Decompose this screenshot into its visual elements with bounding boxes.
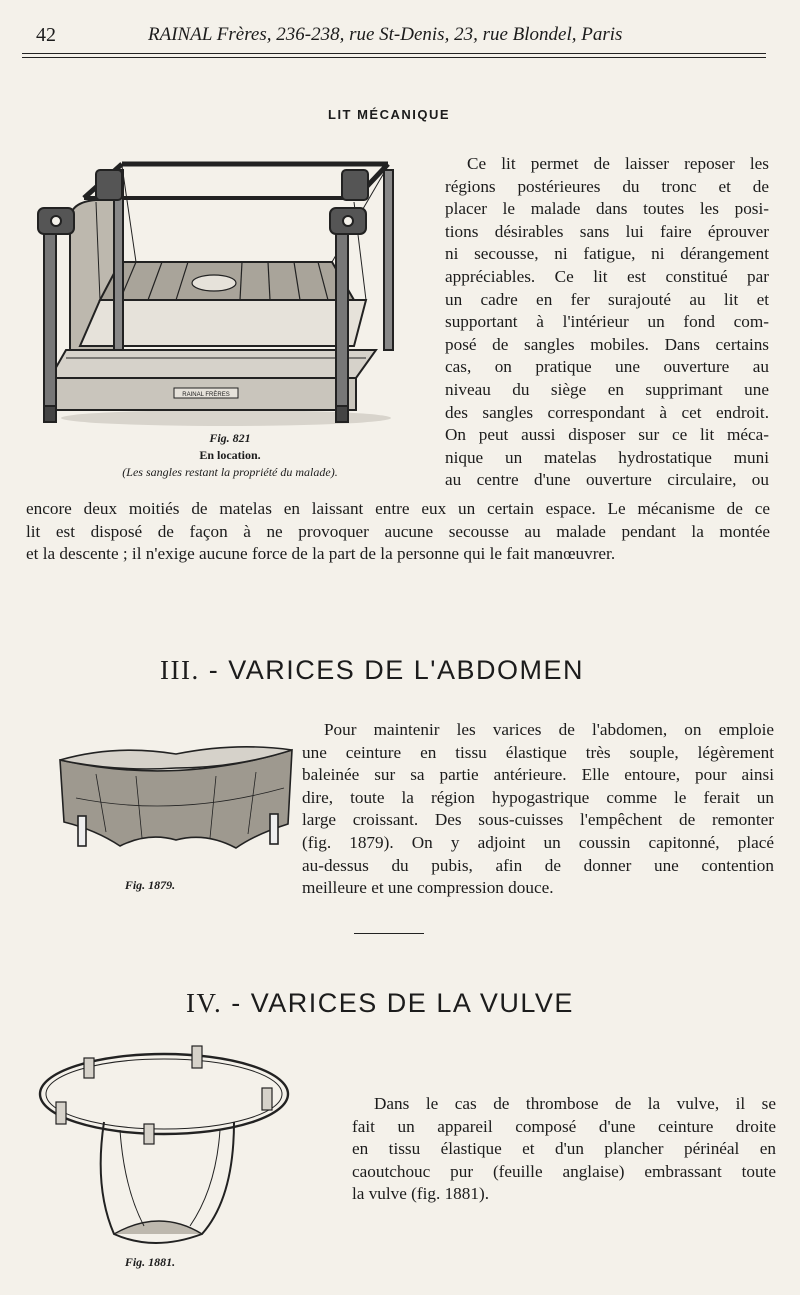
section-heading-text: - VARICES DE LA VULVE	[231, 988, 574, 1018]
vulve-paragraph	[352, 1093, 776, 1206]
text-line: baleinée sur sa partie antérieure. Elle entoure, pour ainsi	[302, 765, 774, 785]
abdomen-paragraph	[302, 719, 774, 900]
section-heading-text: - VARICES DE L'ABDOMEN	[208, 655, 584, 685]
text-line: Ce lit permet de laisser reposer les	[467, 154, 769, 173]
figure-caption-1881	[110, 1254, 190, 1271]
section-heading-vulve	[186, 988, 574, 1019]
figure-number: Fig. 821	[209, 431, 251, 445]
text-line: caoutchouc pur (feuille anglaise) embrassant toute	[352, 1161, 776, 1181]
text-line: On peut aussi disposer sur ce lit méca-	[445, 425, 769, 445]
text-line: fait un appareil composé d'une ceinture droite	[352, 1116, 776, 1136]
text-line: un cadre en fer surajouté au lit et	[445, 289, 769, 309]
figure-caption-1879	[110, 877, 190, 894]
lit-continuation	[26, 498, 770, 566]
section-number: III.	[160, 655, 200, 685]
text-line: en tissu élastique et d'un plancher périnéal en	[352, 1139, 776, 1159]
text-line: régions postérieures du tronc et de	[445, 176, 769, 196]
section-separator	[354, 933, 424, 934]
text-line: cas, on pratique une ouverture au	[445, 357, 769, 377]
text-line: au centre d'une ouverture circulaire, ou	[445, 470, 769, 490]
text-line: niveau du siège en supprimant une	[445, 379, 769, 399]
text-line: encore deux moitiés de matelas en laissant entre eux un certain espace. Le mécanisme de ce	[26, 499, 770, 518]
text-line: Pour maintenir les varices de l'abdomen, on emploie	[324, 720, 774, 739]
text-line: la vulve (fig. 1881).	[352, 1184, 489, 1204]
text-line: meilleure et une compression douce.	[302, 878, 554, 898]
text-line: posé de sangles mobiles. Dans certains	[445, 334, 769, 354]
abdominal-belt-illustration	[56, 738, 296, 868]
vulva-appliance-illustration	[34, 1038, 296, 1260]
page-number: 42	[36, 24, 56, 46]
section-title-lit: LIT MÉCANIQUE	[328, 107, 451, 122]
text-line: dire, toute la région hypogastrique comme le ferait un	[302, 787, 774, 807]
bed-illustration	[36, 150, 408, 432]
section-heading-abdomen	[160, 655, 584, 686]
page-header	[30, 22, 770, 54]
text-line: nique un matelas hydrostatique muni	[445, 447, 769, 467]
text-line: placer le malade dans toutes les posi-	[445, 199, 769, 219]
text-line: supportant à l'intérieur un fond com-	[445, 312, 769, 332]
text-line: des sangles correspondant à cet endroit.	[445, 402, 769, 422]
text-line: appréciables. Ce lit est constitué par	[445, 266, 769, 286]
text-line: Dans le cas de thrombose de la vulve, il se	[374, 1094, 776, 1113]
lit-paragraph	[445, 153, 769, 492]
text-line: une ceinture en tissu élastique très souple, légèrement	[302, 742, 774, 762]
figure-location: En location.	[199, 448, 261, 462]
text-line: (fig. 1879). On y adjoint un coussin capitonné, placé	[302, 832, 774, 852]
text-line: au-dessus du pubis, afin de donner une contention	[302, 855, 774, 875]
figure-number: Fig. 1881.	[124, 1255, 176, 1269]
text-line: tions désirables sans lui faire éprouver	[445, 221, 769, 241]
figure-number: Fig. 1879.	[124, 878, 176, 892]
text-line: lit est disposé de façon à ne provoquer aucune secousse au malade pendant la montée	[26, 521, 770, 541]
figure-caption-821	[60, 430, 400, 481]
text-line: large croissant. Des sous-cuisses l'empêchent de remonter	[302, 810, 774, 830]
bed-plate-label: RAINAL FRÈRES	[182, 392, 230, 398]
section-number: IV.	[186, 988, 223, 1018]
figure-note: (Les sangles restant la propriété du malade).	[122, 465, 338, 479]
header-rule	[22, 53, 766, 58]
text-line: ni secousse, ni fatigue, ni dérangement	[445, 244, 769, 264]
text-line: et la descente ; il n'exige aucune force de la part de la personne qui le fait manœuvrer.	[26, 544, 616, 564]
running-head: RAINAL Frères, 236-238, rue St-Denis, 23, rue Blondel, Paris	[148, 24, 623, 45]
